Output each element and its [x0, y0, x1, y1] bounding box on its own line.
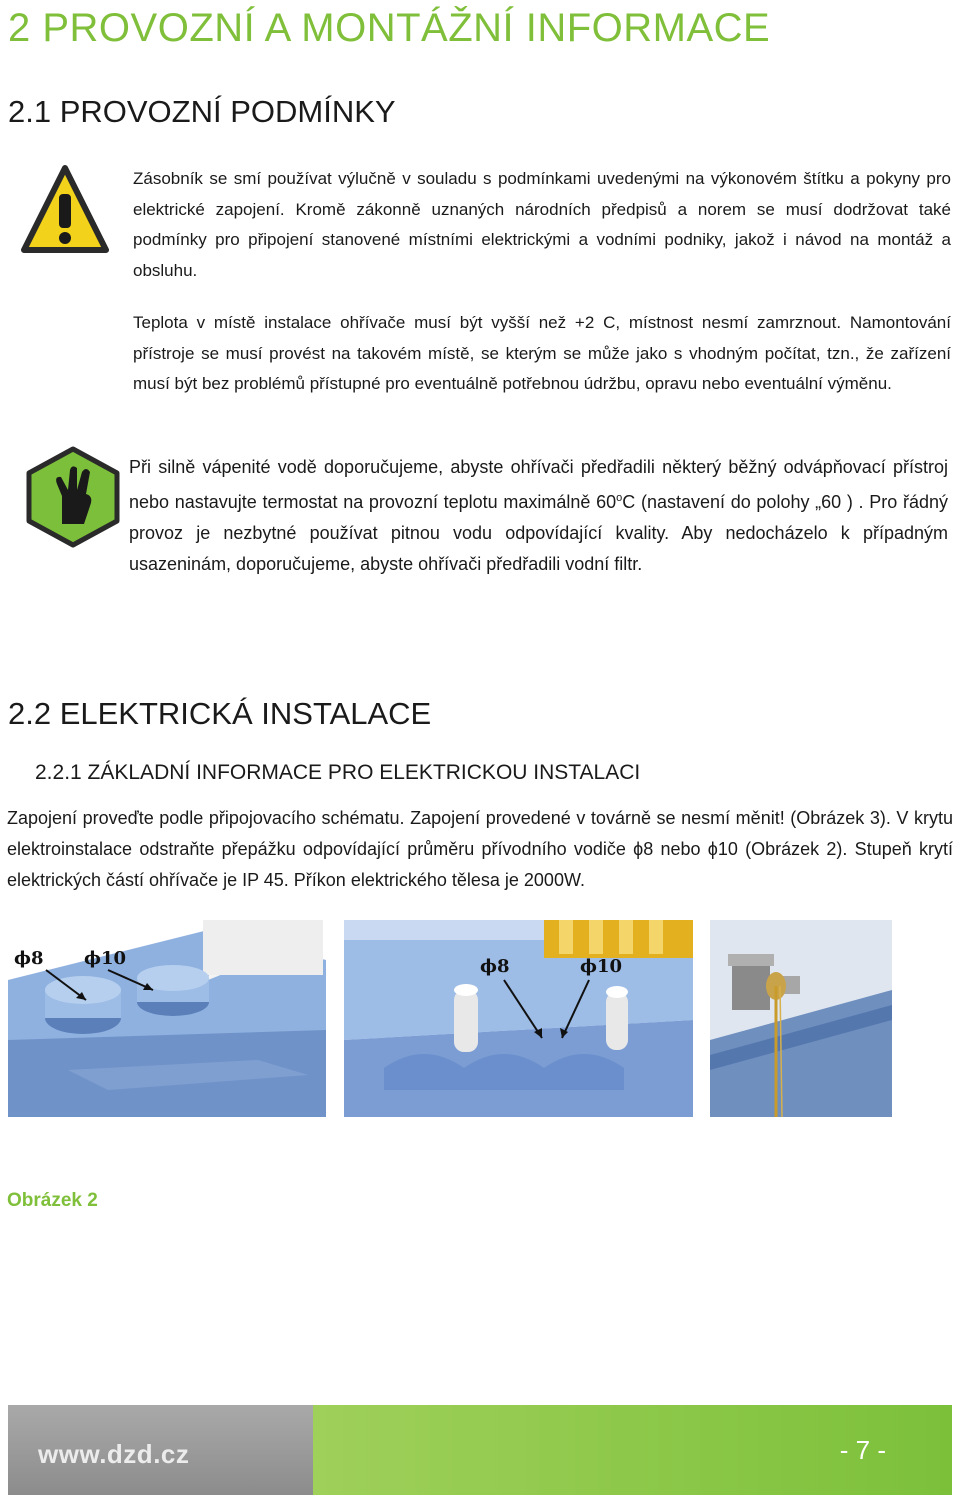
- figure-caption: Obrázek 2: [7, 1190, 98, 1211]
- label-phi10-2: ϕ10: [580, 956, 622, 977]
- page-title: 2 PROVOZNÍ A MONTÁŽNÍ INFORMACE: [8, 6, 771, 50]
- paragraph-electrical-installation: Zapojení proveďte podle připojovacího schématu. Zapojení provedené v továrně se nesmí měnit! (Obrázek 3). V krytu elektroinstalace odstraňte přepážku odpovídající průměru přívodního vodiče ϕ8 nebo ϕ10 (Obrázek 2). Stupeň krytí elektrických částí ohřívače je IP 45. Příkon elektrického tělesa je 2000W.: [7, 808, 953, 890]
- footer-right-band: [313, 1405, 952, 1495]
- section-heading-2-1: 2.1 PROVOZNÍ PODMÍNKY: [8, 94, 396, 129]
- section-heading-2-2: 2.2 ELEKTRICKÁ INSTALACE: [8, 696, 432, 731]
- footer: [8, 1405, 952, 1495]
- paragraph-operating-conditions: Zásobník se smí používat výlučně v souladu s podmínkami uvedenými na výkonovém štítku a pokyny pro elektrické zapojení. Kromě zákonně uznaných národních předpisů a norem se musí dodržovat také podmínky pro připojení stanovené místními elektrickými a vodními podniky, jakož i návod na montáž a obsluhu.: [133, 169, 951, 280]
- footer-url: www.dzd.cz: [38, 1439, 190, 1469]
- page-number: - 7 -: [839, 1435, 886, 1465]
- figure-cover-bushings-2: [344, 920, 693, 1117]
- label-phi8-2: ϕ8: [480, 956, 510, 977]
- figure-cover-bushings-1: [8, 920, 326, 1117]
- subsection-heading-2-2-1: 2.2.1 ZÁKLADNÍ INFORMACE PRO ELEKTRICKOU INSTALACI: [35, 761, 641, 784]
- paragraph-hard-water: Při silně vápenité vodě doporučujeme, abyste ohřívači předřadili některý běžný odvápňovací přístroj nebo nastavujte termostat na provozní teplotu maximálně 60$^o$C (nastavení do polohy „60 ) . Pro řádný provoz je nezbytné používat pitnou vodu odpovídající kvality. Aby nedocházelo k případným usazeninám, doporučujeme, abyste ohřívači předřadili vodní filtr.: [129, 457, 948, 574]
- hand-tip-icon: [24, 446, 122, 548]
- paragraph-installation-temperature: Teplota v místě instalace ohřívače musí být vyšší než +2 C, místnost nesmí zamrznout. Namontování přístroje se musí provést na takovém místě, se kterým se může jako s vhodným počítat, tzn., že zařízení musí být bez problémů přístupné pro eventuálně potřebnou údržbu, opravu nebo eventuální výměnu.: [133, 313, 951, 393]
- warning-triangle-icon: [20, 162, 110, 258]
- figure-cable-gland: [710, 920, 892, 1117]
- footer-left-band: [8, 1405, 313, 1495]
- label-phi10: ϕ10: [84, 948, 126, 969]
- label-phi8: ϕ8: [14, 948, 44, 969]
